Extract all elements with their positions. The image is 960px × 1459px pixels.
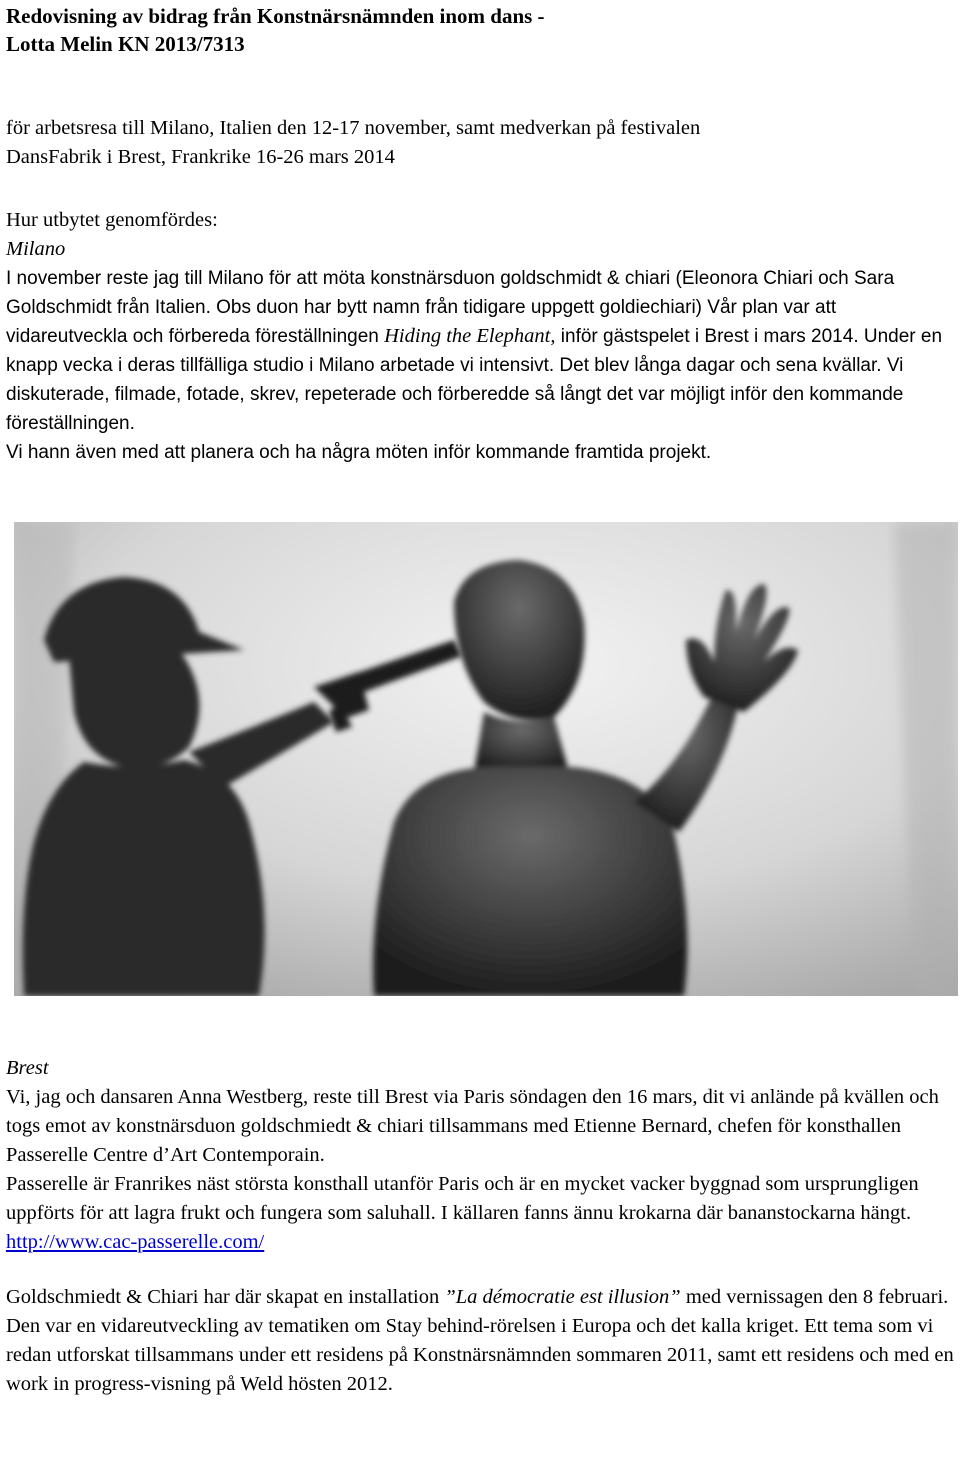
brest-paragraph-3 (6, 1283, 954, 1399)
milano-p1a: I november reste jag till Milano för att möta konstnärsduon goldschmidt & chiari (Eleonora Chiari och Sara Goldschmidt från Italien. (6, 268, 895, 318)
photo-illustration (14, 522, 958, 996)
brest-paragraph-1: Vi, jag och dansaren Anna Westberg, reste till Brest via Paris söndagen den 16 mars, dit vi anlände på kvällen och togs emot av konstnärsduon goldschmiedt & chiari tillsammans med Etienne Bernard, chefen för konsthallen Passerelle Centre d’Art Contemporain. (6, 1086, 939, 1166)
intro-paragraph (6, 114, 954, 172)
milano-p1d: Vi diskuterade, filmade, fotade, skrev, repeterade och förberedde så långt det var möjligt inför den kommande föreställningen. (6, 355, 904, 434)
milano-paragraph (6, 264, 954, 438)
milano-section (6, 206, 954, 467)
title-line-2: Lotta Melin KN 2013/7313 (6, 32, 245, 56)
brest-p3a: Goldschmiedt & Chiari har där skapat en installation (6, 1286, 440, 1308)
milano-heading: Milano (6, 238, 66, 260)
milano-paragraph-2: Vi hann även med att planera och ha några möten inför kommande framtida projekt. (6, 442, 712, 463)
brest-p3b: med vernissagen den 8 februari. Den var en vidareutveckling av tematiken om Stay behind-rörelsen i Europa och det kalla kriget. Ett tema som vi redan utforskat tillsammans under ett residens på Konstnärsnämnden sommaren 2011, samt ett residens och med en work in progress-visning på Weld hösten 2012. (6, 1286, 954, 1395)
milano-p1b: Obs duon har bytt namn från tidigare uppgett goldiechiari) Vår plan var att vidareutveckla och förbereda föreställningen (6, 297, 837, 347)
brest-heading: Brest (6, 1057, 49, 1079)
shadow-theatre-photo (14, 522, 958, 996)
brest-paragraph-2: Passerelle är Franrikes näst största konsthall utanför Paris och är en mycket vacker byggnad som ursprungligen uppförts för att lagra frukt och fungera som saluhall. I källaren fanns ännu krokarna där bananstockarna hängt. (6, 1173, 919, 1224)
passerelle-link-row (6, 1228, 954, 1257)
section-label: Hur utbytet genomfördes: (6, 209, 218, 231)
document-title (6, 2, 545, 58)
milano-p1c: inför gästspelet i Brest i mars 2014. Under en knapp vecka i deras tillfälliga studio i Milano arbetade vi intensivt. Det blev långa dagar och sena kvällar. (6, 326, 943, 376)
installation-title: ”La démocratie est illusion” (444, 1286, 681, 1308)
brest-section (6, 1054, 954, 1399)
intro-line-2: DansFabrik i Brest, Frankrike 16-26 mars 2014 (6, 146, 395, 168)
title-line-1: Redovisning av bidrag från Konstnärsnämnden inom dans - (6, 4, 545, 28)
show-title-hiding-the-elephant: Hiding the Elephant, (384, 325, 556, 347)
passerelle-link[interactable]: http://www.cac-passerelle.com/ (6, 1231, 265, 1253)
intro-line-1: för arbetsresa till Milano, Italien den 12-17 november, samt medverkan på festivalen (6, 117, 701, 139)
